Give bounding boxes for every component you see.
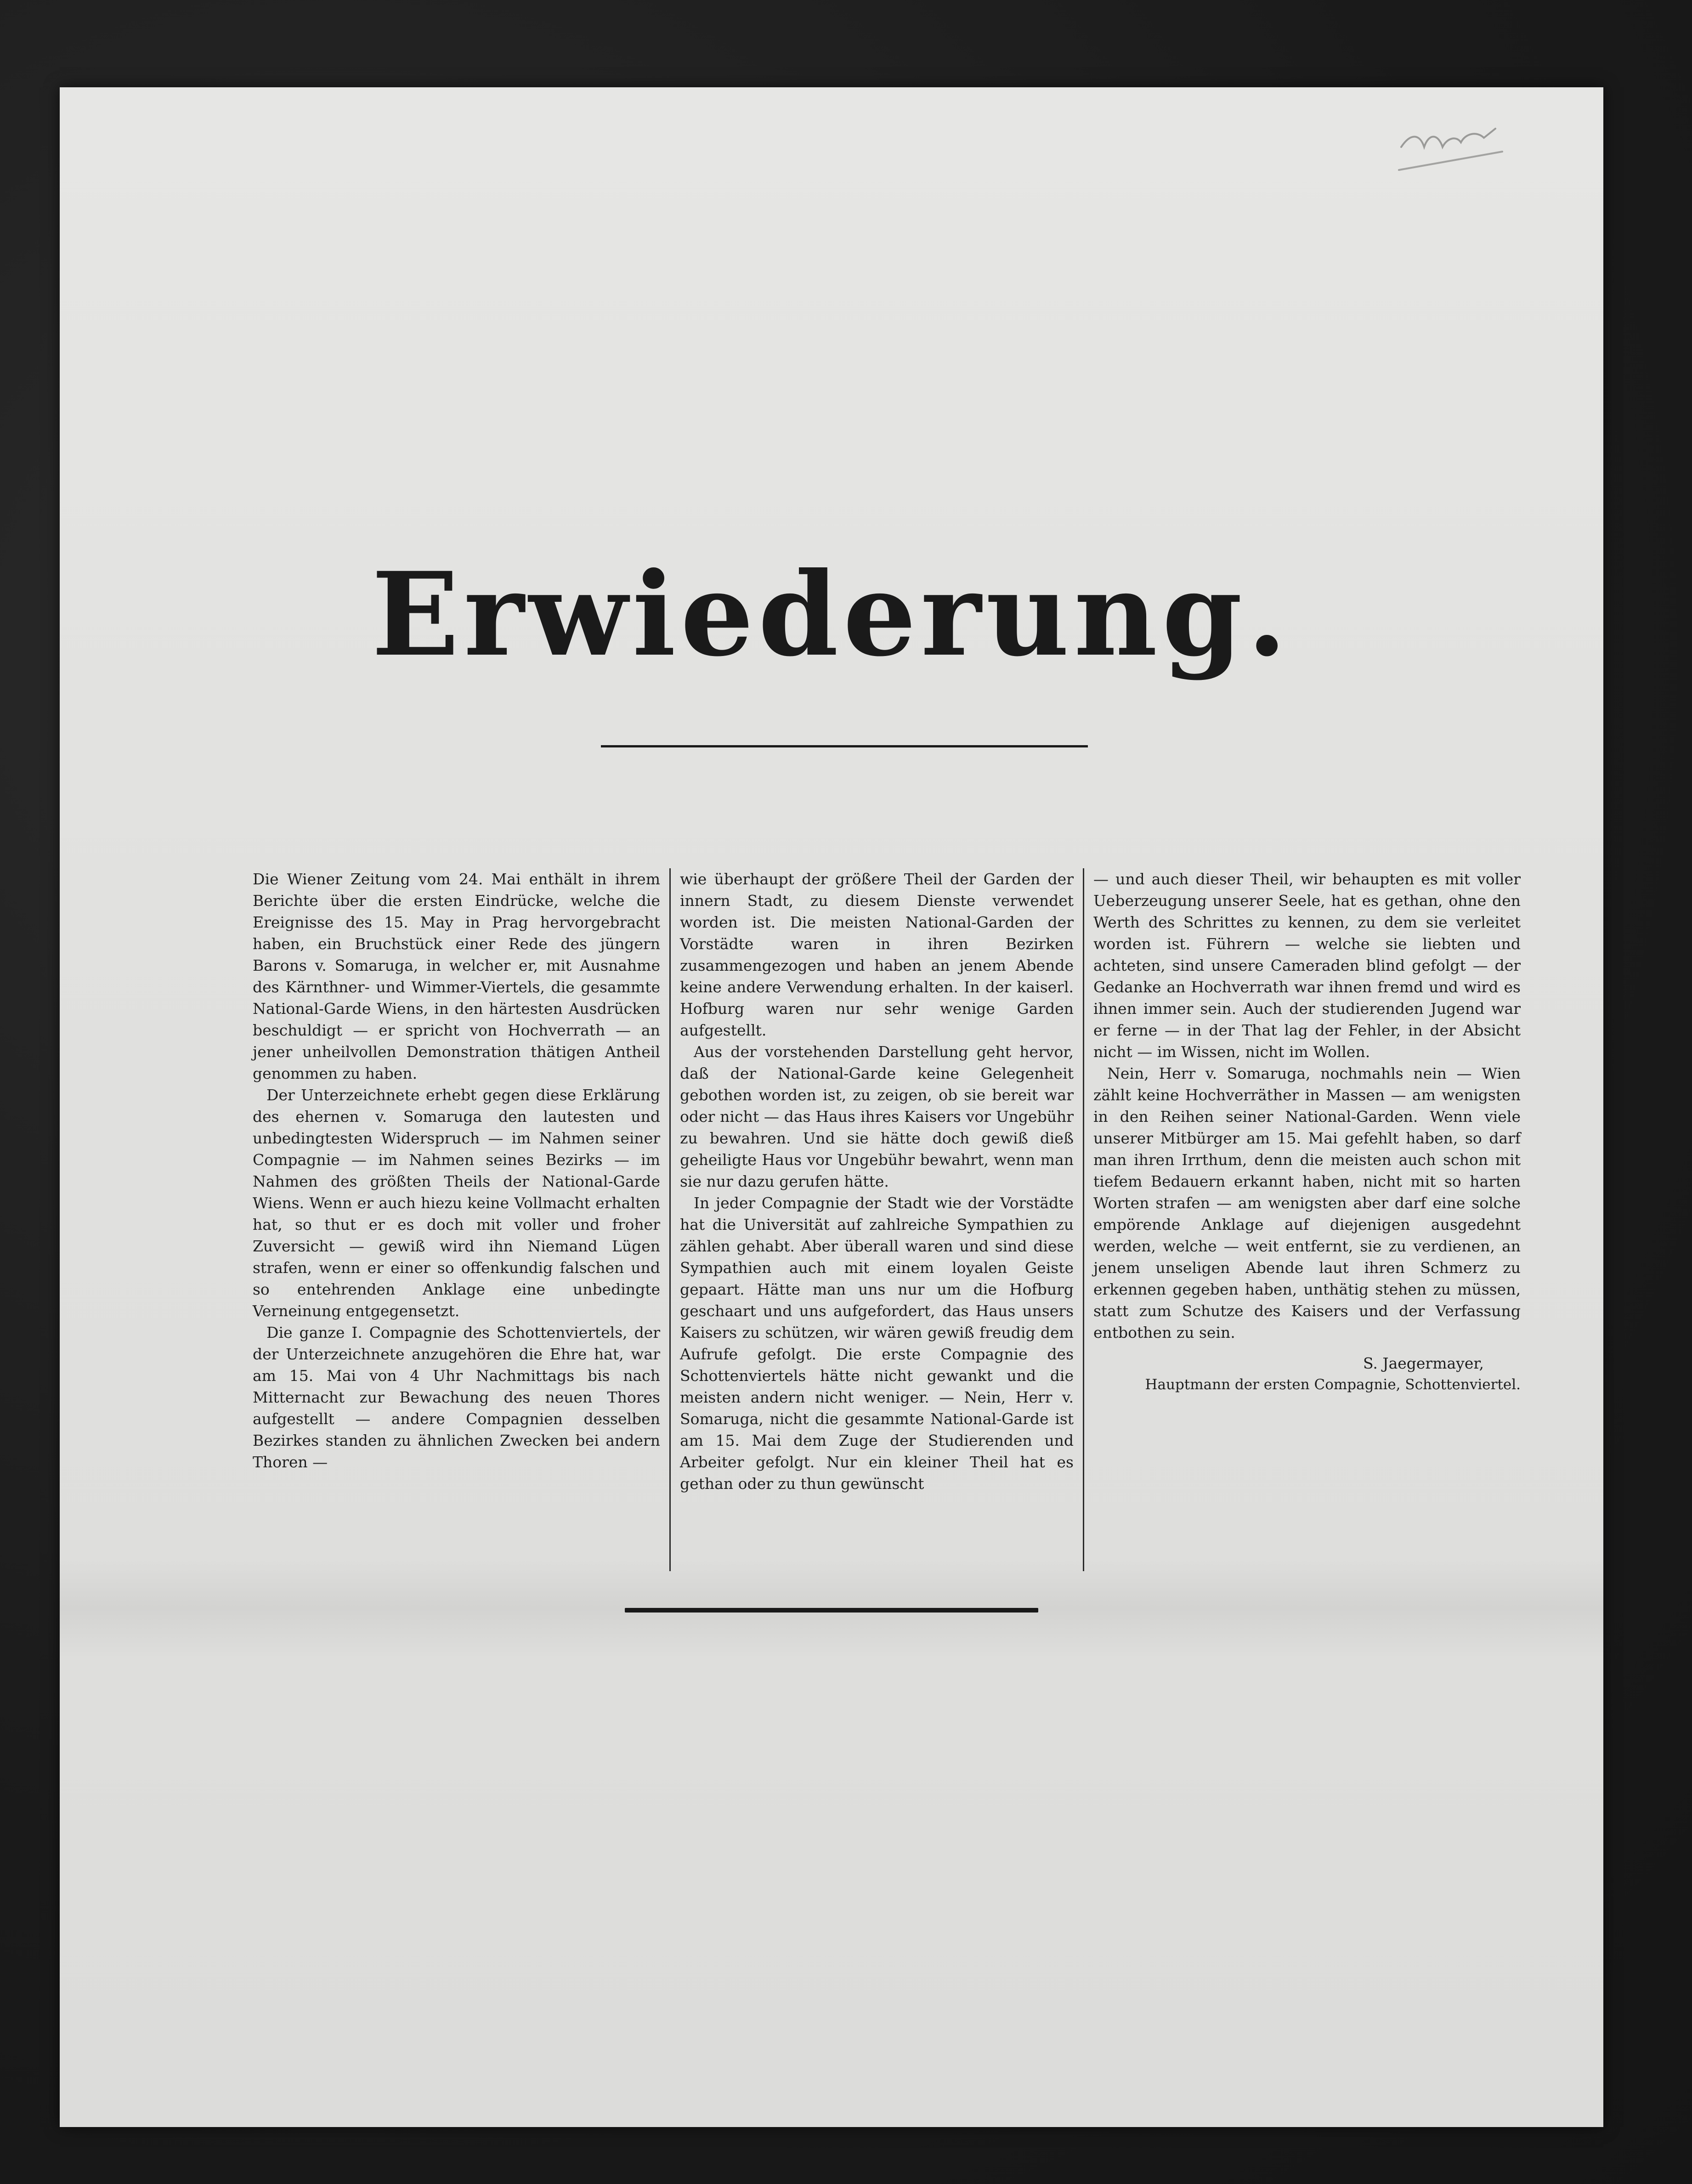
signature-role: Hauptmann der ersten Compagnie, Schottenviertel. — [1145, 1376, 1521, 1393]
column-2 — [671, 868, 1084, 1571]
pencil-annotation-mark — [1397, 115, 1507, 188]
signature-name: S. Jaegermayer, — [1363, 1354, 1484, 1372]
document-title: Erwiederung. — [371, 547, 1292, 682]
paragraph: Nein, Herr v. Somaruga, nochmahls nein — Wien zählt keine Hochverräther in Massen — am wenigsten in den Reihen seiner National-Garden. Wenn viele unserer Mitbürger am 15. Mai gefehlt haben, so darf man ihren Irrthum, denn die meisten auch schon mit tiefem Bedauern erkannt haben, nicht mit so harten Worten strafen — am wenigsten aber darf eine solche empörende Anklage auf diejenigen ausgedehnt werden, welche — weit entfernt, sie zu verdienen, an jenem unseligen Abende laut ihren Schmerz zu erkennen gegeben haben, unthätig stehen zu müssen, statt zum Schutze des Kaisers und der Verfassung entbothen zu sein. — [1093, 1064, 1521, 1341]
column-1 — [243, 868, 671, 1571]
paragraph: In jeder Compagnie der Stadt wie der Vorstädte hat die Universität auf zahlreiche Sympathien zu zählen gehabt. Aber überall waren und sind diese Sympathien auch mit einem loyalen Geiste gepaart. Hätte man uns nur um die Hofburg geschaart und uns aufgefordert, das Haus unsers Kaisers zu schützen, wir wären gewiß freudig dem Aufrufe gefolgt. Die erste Compagnie des Schottenviertels hätte nicht gewankt und die meisten andern nicht weniger. — Nein, Herr v. Somaruga, nicht die gesammte National-Garde ist am 15. Mai dem Zuge der Studierenden und Arbeiter gefolgt. Nur ein kleiner Theil hat es gethan oder zu thun gewünscht — [680, 1194, 1074, 1493]
document-sheet — [60, 87, 1603, 2127]
paragraph: Aus der vorstehenden Darstellung geht hervor, daß der National-Garde keine Gelegenheit gebothen worden ist, zu zeigen, ob sie bereit war oder nicht — das Haus ihres Kaisers vor Ungebühr zu bewahren. Und sie hätte doch gewiß dieß geheiligte Haus vor Ungebühr bewahrt, wenn man sie nur dazu gerufen hätte. — [680, 1043, 1074, 1190]
title-divider-rule — [601, 745, 1088, 747]
column-3 — [1084, 868, 1530, 1571]
paragraph: — und auch dieser Theil, wir behaupten es mit voller Ueberzeugung unserer Seele, hat es gethan, ohne den Werth des Schrittes zu kennen, zu dem sie verleitet worden ist. Führern — welche sie liebten und achteten, sind unsere Cameraden blind gefolgt — der Gedanke an Hochverrath war ihnen fremd und wird es ihnen immer sein. Auch der studierenden Jugend war er ferne — in der That lag der Fehler, in der Absicht nicht — im Wissen, nicht im Wollen. — [1093, 870, 1521, 1061]
bottom-divider-rule — [625, 1608, 1038, 1613]
paragraph: Der Unterzeichnete erhebt gegen diese Erklärung des ehernen v. Somaruga den lautesten und unbedingtesten Widerspruch — im Nahmen seiner Compagnie — im Nahmen seines Bezirks — im Nahmen des größten Theils der National-Garde Wiens. Wenn er auch hiezu keine Vollmacht erhalten hat, so thut er es doch mit voller und froher Zuversicht — gewiß wird ihn Niemand Lügen strafen, wenn er einer so offenkundig falschen und so entehrenden Anklage eine unbedingte Verneinung entgegensetzt. — [253, 1086, 660, 1320]
paragraph: Die Wiener Zeitung vom 24. Mai enthält in ihrem Berichte über die ersten Eindrücke, welche die Ereignisse des 15. May in Prag hervorgebracht haben, ein Bruchstück einer Rede des jüngern Barons v. Somaruga, in welcher er, mit Ausnahme des Kärnthner- und Wimmer-Viertels, die gesammte National-Garde Wiens, in den härtesten Ausdrücken beschuldigt — er spricht von Hochverrath — an jener unheilvollen Demonstration thätigen Antheil genommen zu haben. — [253, 870, 660, 1082]
text-columns — [243, 868, 1530, 1571]
paragraph: wie überhaupt der größere Theil der Garden der innern Stadt, zu diesem Dienste verwendet worden ist. Die meisten National-Garden der Vorstädte waren in ihren Bezirken zusammengezogen und haben an jenem Abende keine andere Verwendung erhalten. In der kaiserl. Hofburg waren nur sehr wenige Garden aufgestellt. — [680, 870, 1074, 1039]
paragraph: Die ganze I. Compagnie des Schottenviertels, der der Unterzeichnete anzugehören die Ehre hat, war am 15. Mai von 4 Uhr Nachmittags bis nach Mitternacht zur Bewachung des neuen Thores aufgestellt — andere Compagnien desselben Bezirkes standen zu ähnlichen Zwecken bei andern Thoren — — [253, 1324, 660, 1471]
